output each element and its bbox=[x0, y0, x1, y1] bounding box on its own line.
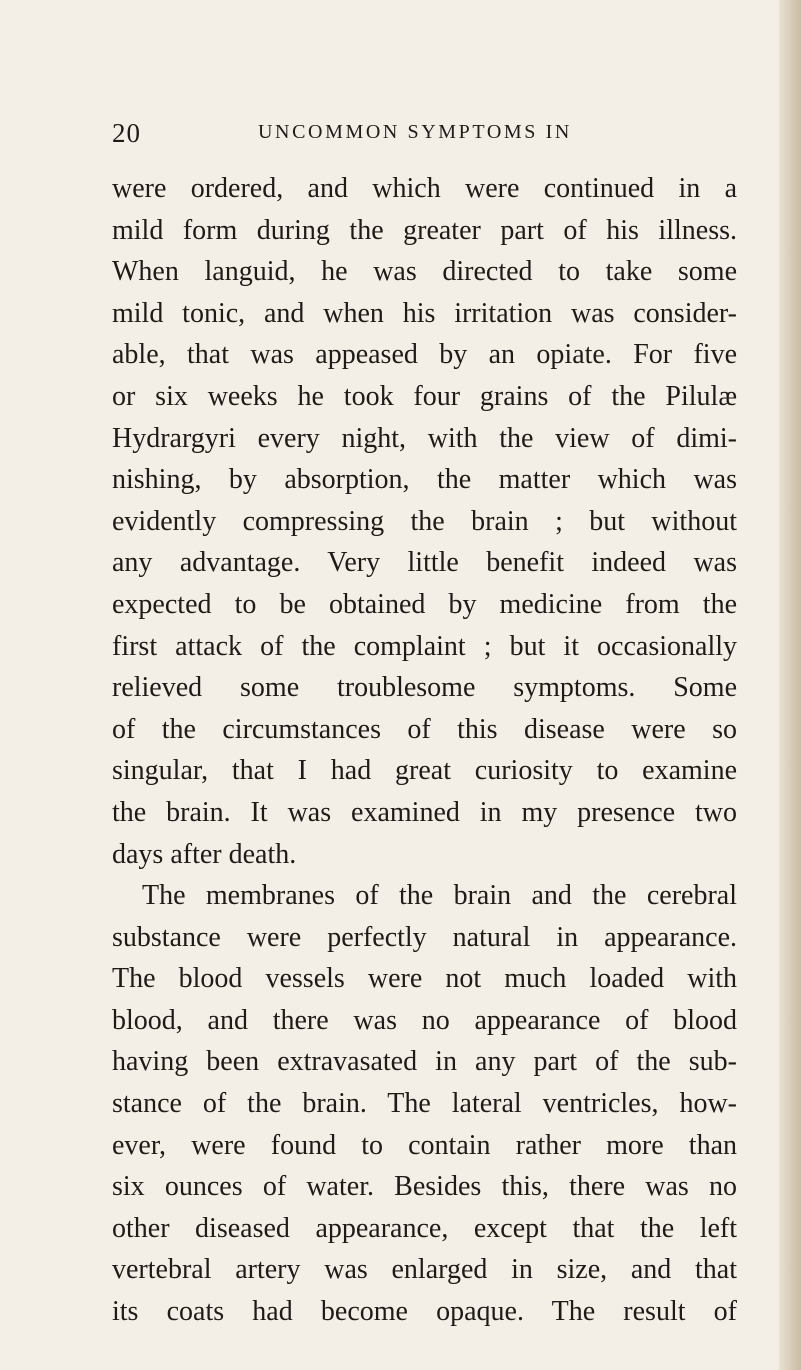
text-line: days after death. bbox=[112, 838, 297, 870]
text-line: nishing, by absorption, the matter which was bbox=[112, 464, 737, 496]
page-edge bbox=[779, 0, 801, 1370]
text-line: substance were perfectly natural in appearance. bbox=[112, 921, 737, 953]
text-line: mild form during the greater part of his illness. bbox=[112, 214, 737, 246]
text-line: or six weeks he took four grains of the Pilulæ bbox=[112, 380, 737, 412]
text-line: The blood vessels were not much loaded with bbox=[112, 963, 737, 995]
text-line: mild tonic, and when his irritation was consider- bbox=[112, 297, 737, 329]
text-line: relieved some troublesome symptoms. Some bbox=[112, 672, 737, 704]
body-text bbox=[112, 168, 737, 1333]
text-line: its coats had become opaque. The result of bbox=[112, 1296, 737, 1328]
text-line: Hydrargyri every night, with the view of dimi- bbox=[112, 422, 737, 454]
text-line: expected to be obtained by medicine from the bbox=[112, 588, 737, 620]
text-line: any advantage. Very little benefit indeed was bbox=[112, 547, 737, 579]
text-line: When languid, he was directed to take some bbox=[112, 256, 737, 288]
running-head: UNCOMMON SYMPTOMS IN bbox=[258, 121, 572, 143]
text-line: other diseased appearance, except that the left bbox=[112, 1212, 737, 1244]
text-line: singular, that I had great curiosity to examine bbox=[112, 755, 737, 787]
text-line: vertebral artery was enlarged in size, and that bbox=[112, 1254, 737, 1286]
text-line: ever, were found to contain rather more than bbox=[112, 1129, 737, 1161]
text-line: of the circumstances of this disease were so bbox=[112, 713, 737, 745]
text-line: stance of the brain. The lateral ventricles, how- bbox=[112, 1088, 737, 1120]
text-line: six ounces of water. Besides this, there was no bbox=[112, 1171, 737, 1203]
page-number: 20 bbox=[112, 118, 141, 148]
page-header bbox=[0, 118, 760, 158]
text-line: first attack of the complaint ; but it occasionally bbox=[112, 630, 737, 662]
text-line: the brain. It was examined in my presence two bbox=[112, 796, 737, 828]
text-line: The membranes of the brain and the cerebral bbox=[142, 880, 737, 912]
text-line: evidently compressing the brain ; but without bbox=[112, 505, 737, 537]
text-line: having been extravasated in any part of the sub- bbox=[112, 1046, 737, 1078]
text-line: were ordered, and which were continued in a bbox=[112, 173, 737, 204]
text-line: blood, and there was no appearance of blood bbox=[112, 1004, 737, 1036]
text-line: able, that was appeased by an opiate. For five bbox=[112, 339, 737, 371]
